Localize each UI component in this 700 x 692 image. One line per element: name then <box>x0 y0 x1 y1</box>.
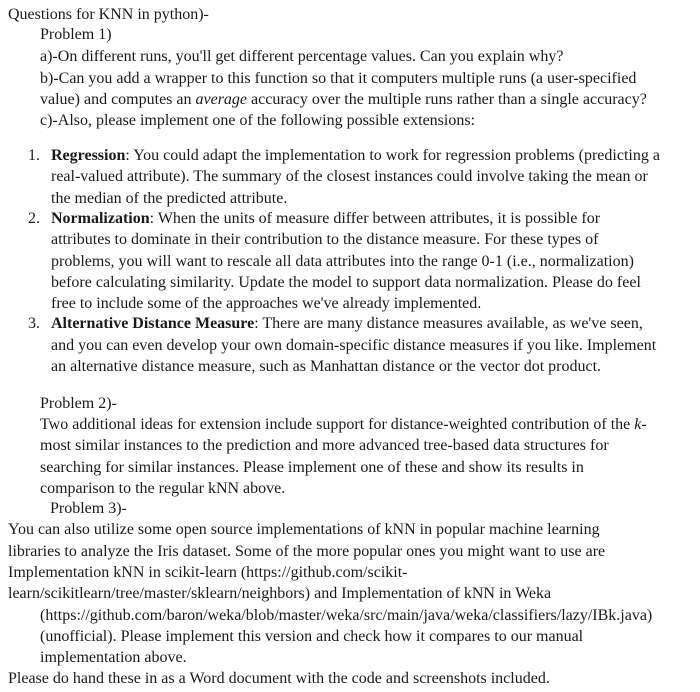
extension-regression-line1: Regression: You could adapt the implementation to work for regression problems (predicting a <box>51 147 660 165</box>
list-number: 2. <box>28 209 40 227</box>
problem3-title: Problem 3)- <box>50 500 127 518</box>
extension-distance-line1: Alternative Distance Measure: There are many distance measures available, as we've seen, <box>51 315 643 333</box>
problem1-part-c: c)-Also, please implement one of the following possible extensions: <box>40 112 476 130</box>
problem2-line4: comparison to the regular kNN above. <box>40 479 286 497</box>
extension-normalization-line4: before calculating similarity. Update the model to support data normalization. Please do feel <box>51 273 641 291</box>
problem2-line1: Two additional ideas for extension include support for distance-weighted contribution of the k- <box>40 416 647 433</box>
extension-normalization-line1: Normalization: When the units of measure differ between attributes, it is possible for <box>51 209 601 227</box>
emphasis-k: k <box>634 416 642 433</box>
problem3-line1: You can also utilize some open source implementations of kNN in popular machine learning <box>8 521 600 539</box>
problem3-line6: (unofficial). Please implement this version and check how it compares to our manual <box>40 627 584 645</box>
problem1-title: Problem 1) <box>40 26 112 44</box>
problem3-line3: Implementation kNN in scikit-learn (https://github.com/scikit- <box>8 563 408 581</box>
extension-normalization-line2: attributes to dominate in their contribution to the distance measure. For these types of <box>51 231 599 249</box>
problem1-part-b-line1: b)-Can you add a wrapper to this function so that it computers multiple runs (a user-specified <box>40 69 637 87</box>
extension-distance-line2: and you can even develop your own domain-specific distance measures if you like. Implement <box>51 336 657 354</box>
list-number: 1. <box>28 147 40 165</box>
extension-normalization-line5: free to include some of the approaches we've already implemented. <box>51 295 482 313</box>
extension-regression-line2: real-valued attribute). The summary of the closest instances could involve taking the mean or <box>51 168 648 186</box>
problem3-line7: implementation above. <box>40 649 187 667</box>
problem3-line2: libraries to analyze the Iris dataset. Some of the more popular ones you might want to use are <box>8 542 606 560</box>
problem2-title: Problem 2)- <box>40 394 117 412</box>
extension-normalization-line3: problems, you will want to rescale all data attributes into the range 0-1 (i.e., normalization) <box>51 252 634 270</box>
term-regression: Regression <box>51 147 126 165</box>
heading: Questions for KNN in python)- <box>8 5 209 23</box>
extension-regression-line3: the median of the predicted attribute. <box>51 189 288 207</box>
problem1-part-a: a)-On different runs, you'll get different percentage values. Can you explain why? <box>40 48 564 66</box>
problem3-line4: learn/scikitlearn/tree/master/sklearn/neighbors) and Implementation of kNN in Weka <box>8 585 552 603</box>
problem3-line5: (https://github.com/baron/weka/blob/master/weka/src/main/java/weka/classifiers/lazy/IBk.java) <box>40 606 653 624</box>
term-normalization: Normalization <box>51 209 150 227</box>
term-alternative-distance-measure: Alternative Distance Measure <box>51 315 255 333</box>
emphasis-average: average <box>195 90 248 108</box>
extension-distance-line3: an alternative distance measure, such as Manhattan distance or the vector dot product. <box>51 357 602 375</box>
closing-note: Please do hand these in as a Word document with the code and screenshots included. <box>8 670 550 688</box>
problem2-line3: searching for similar instances. Please implement one of these and show its results in <box>40 458 584 476</box>
problem2-line2: most similar instances to the prediction and more advanced tree-based data structures for <box>40 437 609 455</box>
list-number: 3. <box>28 315 40 333</box>
problem1-part-b-line2: value) and computes an average accuracy over the multiple runs rather than a single accuracy? <box>40 90 647 108</box>
